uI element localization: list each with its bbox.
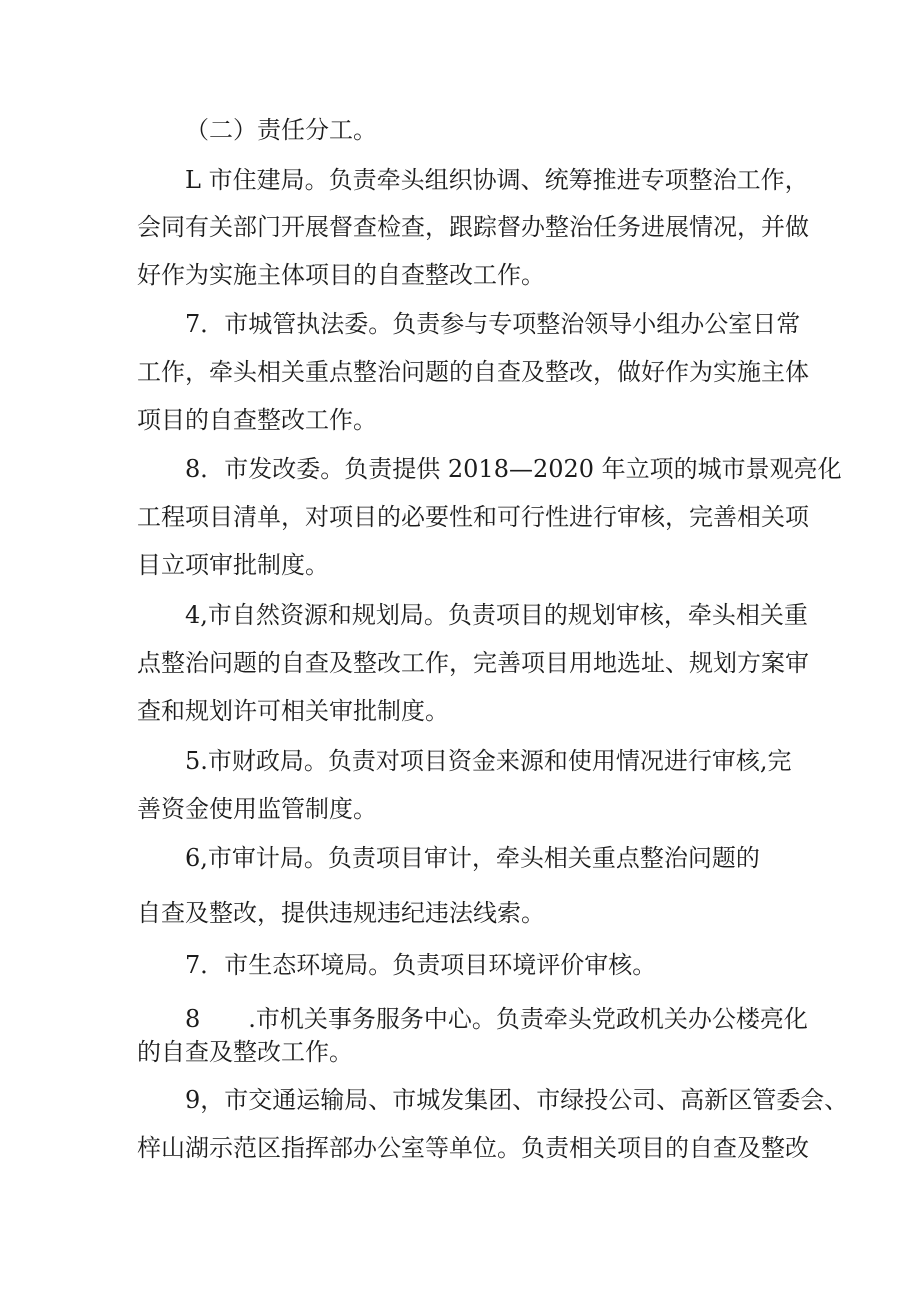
item-4-line-2: 点整治问题的自查及整改工作，完善项目用地选址、规划方案审 <box>137 649 809 677</box>
item-7-line-1: 7．市生态环境局。负责项目环境评价审核。 <box>185 951 657 979</box>
item-6-line-2: 自查及整改，提供违规违纪违法线索。 <box>137 899 545 927</box>
item-4-line-1: 4,市自然资源和规划局。负责项目的规划审核，牵头相关重 <box>185 601 808 629</box>
item-5-line-2: 善资金使用监管制度。 <box>137 795 377 823</box>
item-1-line-1: L 市住建局。负责牵头组织协调、统筹推进专项整治工作， <box>185 166 809 194</box>
item-2-line-3: 项目的自查整改工作。 <box>137 406 377 434</box>
item-8-line-1: 8 .市机关事务服务中心。负责牵头党政机关办公楼亮化 <box>185 1005 808 1033</box>
item-2-line-1: 7．市城管执法委。负责参与专项整治领导小组办公室日常 <box>185 310 801 338</box>
item-3-line-3: 目立项审批制度。 <box>137 551 329 579</box>
item-3-line-1: 8．市发改委。负责提供 2018—2020 年立项的城市景观亮化 <box>185 455 842 483</box>
item-2-line-2: 工作，牵头相关重点整治问题的自查及整改，做好作为实施主体 <box>137 358 809 386</box>
item-4-line-3: 查和规划许可相关审批制度。 <box>137 697 449 725</box>
item-6-line-1: 6,市审计局。负责项目审计，牵头相关重点整治问题的 <box>185 844 760 872</box>
item-5-line-1: 5.市财政局。负责对项目资金来源和使用情况进行审核,完 <box>185 747 792 775</box>
item-8-line-2: 的自查及整改工作。 <box>137 1038 353 1066</box>
item-9-line-1: 9，市交通运输局、市城发集团、市绿投公司、高新区管委会、 <box>185 1086 849 1114</box>
item-1-line-2: 会同有关部门开展督查检查，跟踪督办整治任务进展情况，并做 <box>137 213 809 241</box>
item-9-line-2: 梓山湖示范区指挥部办公室等单位。负责相关项目的自查及整改 <box>137 1134 809 1162</box>
section-heading: （二）责任分工。 <box>185 116 377 144</box>
item-3-line-2: 工程项目清单，对项目的必要性和可行性进行审核，完善相关项 <box>137 503 809 531</box>
item-1-line-3: 好作为实施主体项目的自查整改工作。 <box>137 261 545 289</box>
